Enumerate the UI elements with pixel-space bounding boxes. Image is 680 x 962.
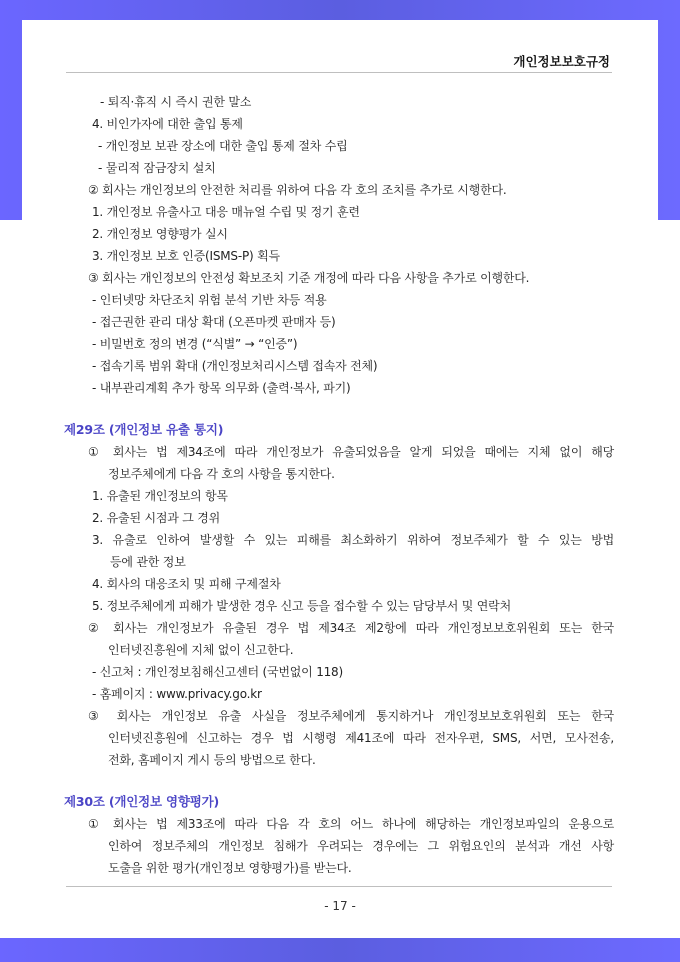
section-gap [64, 771, 614, 791]
header-divider [66, 72, 612, 73]
section-gap [64, 399, 614, 419]
list-item: - 개인정보 보관 장소에 대한 출입 통제 절차 수립 [98, 139, 348, 153]
paragraph: ③ 회사는 개인정보의 안전성 확보조치 기준 개정에 따라 다음 사항을 추가로 이행한다. [88, 271, 530, 285]
list-item: 2. 개인정보 영향평가 실시 [92, 227, 228, 241]
list-item: - 비밀번호 정의 변경 (“식별” → “인증”) [92, 337, 298, 351]
article-heading: 제30조 (개인정보 영향평가) [64, 794, 220, 809]
document-body [64, 91, 614, 879]
list-item: 5. 정보주체에게 피해가 발생한 경우 신고 등을 접수할 수 있는 담당부서 및 연락처 [92, 599, 511, 613]
list-item: - 내부관리계획 추가 항목 의무화 (출력·복사, 파기) [92, 381, 351, 395]
paragraph-continuation: 인하여 정보주체의 개인정보 침해가 우려되는 경우에는 그 위험요인의 분석과 개선 사항 [108, 839, 614, 853]
list-item: - 홈페이지 : www.privacy.go.kr [92, 687, 262, 701]
list-item: 4. 비인가자에 대한 출입 통제 [92, 117, 243, 131]
document-title: 개인정보보호규정 [513, 54, 610, 69]
list-item: 4. 회사의 대응조치 및 피해 구제절차 [92, 577, 281, 591]
bottom-background-band [0, 938, 680, 962]
paragraph: ② 회사는 개인정보가 유출된 경우 법 제34조 제2항에 따라 개인정보보호위원회 또는 한국 [88, 621, 614, 635]
paragraph: ① 회사는 법 제34조에 따라 개인정보가 유출되었음을 알게 되었을 때에는 지체 없이 해당 [88, 445, 614, 459]
list-item: - 인터넷망 차단조치 위험 분석 기반 차등 적용 [92, 293, 327, 307]
paragraph-continuation: 인터넷진흥원에 지체 없이 신고한다. [108, 643, 294, 657]
article-heading: 제29조 (개인정보 유출 통지) [64, 422, 224, 437]
list-item: 3. 개인정보 보호 인증(ISMS-P) 획득 [92, 249, 280, 263]
list-item: - 신고처 : 개인정보침해신고센터 (국번없이 118) [92, 665, 343, 679]
list-item: 1. 유출된 개인정보의 항목 [92, 489, 228, 503]
list-item: - 접근권한 관리 대상 확대 (오픈마켓 판매자 등) [92, 315, 336, 329]
footer-divider [66, 886, 612, 887]
paragraph-continuation: 전화, 홈페이지 게시 등의 방법으로 한다. [108, 753, 316, 767]
list-item: 2. 유출된 시점과 그 경위 [92, 511, 221, 525]
paragraph-continuation: 인터넷진흥원에 신고하는 경우 법 시행령 제41조에 따라 전자우편, SMS, 서면, 모사전송, [108, 731, 614, 745]
list-item: 1. 개인정보 유출사고 대응 매뉴얼 수립 및 정기 훈련 [92, 205, 360, 219]
paragraph-continuation: 정보주체에게 다음 각 호의 사항을 통지한다. [108, 467, 335, 481]
paragraph-continuation: 도출을 위한 평가(개인정보 영향평가)를 받는다. [108, 861, 352, 875]
list-item: 3. 유출로 인하여 발생할 수 있는 피해를 최소화하기 위하여 정보주체가 할 수 있는 방법 [92, 533, 614, 547]
list-item-continuation: 등에 관한 정보 [110, 555, 186, 569]
paragraph: ① 회사는 법 제33조에 따라 다음 각 호의 어느 하나에 해당하는 개인정보파일의 운용으로 [88, 817, 614, 831]
list-item: - 접속기록 범위 확대 (개인정보처리시스템 접속자 전체) [92, 359, 378, 373]
list-item: - 퇴직·휴직 시 즉시 권한 말소 [100, 95, 252, 109]
paragraph: ② 회사는 개인정보의 안전한 처리를 위하여 다음 각 호의 조치를 추가로 시행한다. [88, 183, 507, 197]
list-item: - 물리적 잠금장치 설치 [98, 161, 216, 175]
paragraph: ③ 회사는 개인정보 유출 사실을 정보주체에게 통지하거나 개인정보보호위원회 또는 한국 [88, 709, 614, 723]
page-number: - 17 - [324, 899, 356, 913]
